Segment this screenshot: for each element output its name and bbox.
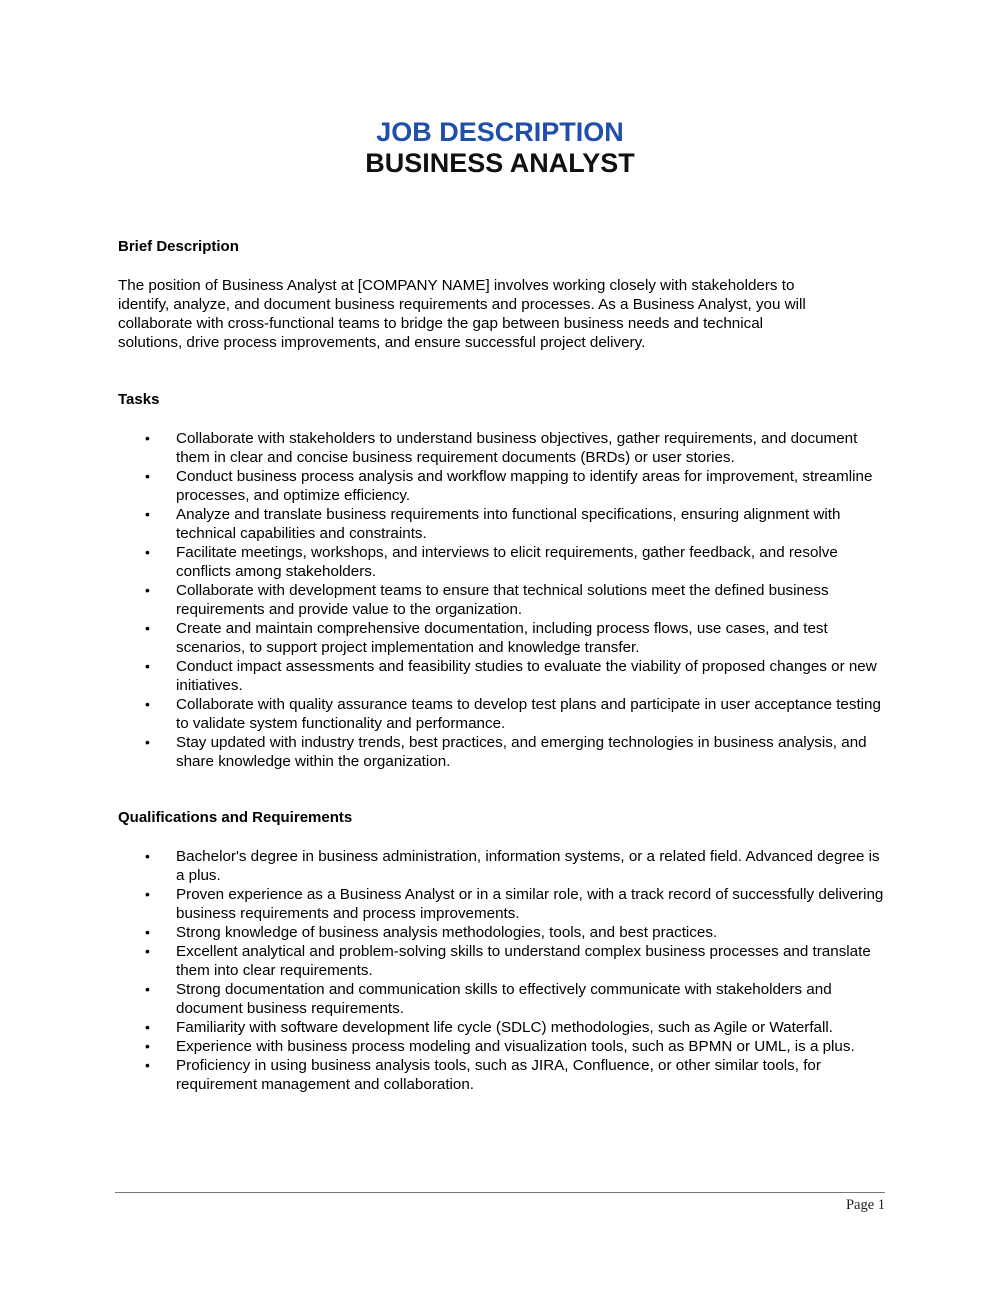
- brief-line: solutions, drive process improvements, and ensure successful project delivery.: [118, 334, 646, 351]
- task-text: Collaborate with stakeholders to understand business objectives, gather requirements, and document them in clear and concise business requirement documents (BRDs) or user stories.: [176, 430, 858, 466]
- bullet-icon: •: [145, 981, 150, 997]
- task-text: Stay updated with industry trends, best practices, and emerging technologies in business analysis, and share knowledge within the organization.: [176, 734, 867, 770]
- bullet-icon: •: [145, 1019, 150, 1035]
- bullet-icon: •: [145, 1057, 150, 1073]
- list-item: [118, 733, 888, 771]
- brief-description-text: [118, 276, 888, 352]
- bullet-icon: •: [145, 506, 150, 522]
- task-text: Create and maintain comprehensive documentation, including process flows, use cases, and test scenarios, to support project implementation and knowledge transfer.: [176, 620, 828, 656]
- task-text: Conduct impact assessments and feasibility studies to evaluate the viability of proposed changes or new initiatives.: [176, 658, 877, 694]
- task-text: Facilitate meetings, workshops, and interviews to elicit requirements, gather feedback, and resolve conflicts among stakeholders.: [176, 544, 838, 580]
- qualifications-list: [118, 847, 888, 1094]
- list-item: [118, 619, 888, 657]
- bullet-icon: •: [145, 658, 150, 674]
- qualification-text: Experience with business process modeling and visualization tools, such as BPMN or UML, is a plus.: [176, 1038, 855, 1055]
- bullet-icon: •: [145, 544, 150, 560]
- task-text: Conduct business process analysis and workflow mapping to identify areas for improvement, streamline processes, and optimize efficiency.: [176, 468, 873, 504]
- list-item: [118, 847, 888, 885]
- qualification-text: Excellent analytical and problem-solving skills to understand complex business processes and translate them into clear requirements.: [176, 943, 871, 979]
- list-item: [118, 1056, 888, 1094]
- list-item: [118, 885, 888, 923]
- bullet-icon: •: [145, 468, 150, 484]
- list-item: [118, 980, 888, 1018]
- bullet-icon: •: [145, 430, 150, 446]
- qualifications-heading: Qualifications and Requirements: [118, 809, 353, 826]
- qualification-text: Familiarity with software development life cycle (SDLC) methodologies, such as Agile or Waterfall.: [176, 1019, 833, 1036]
- task-text: Collaborate with quality assurance teams to develop test plans and participate in user acceptance testing to validate system functionality and performance.: [176, 696, 881, 732]
- tasks-list: [118, 429, 888, 771]
- bullet-icon: •: [145, 1038, 150, 1054]
- bullet-icon: •: [145, 620, 150, 636]
- bullet-icon: •: [145, 886, 150, 902]
- brief-description-heading: Brief Description: [118, 238, 239, 255]
- list-item: [118, 467, 888, 505]
- qualification-text: Bachelor's degree in business administration, information systems, or a related field. Advanced degree is a plus.: [176, 848, 880, 884]
- qualification-text: Strong knowledge of business analysis methodologies, tools, and best practices.: [176, 924, 718, 941]
- brief-line: The position of Business Analyst at [COMPANY NAME] involves working closely with stakeholders to: [118, 277, 795, 294]
- brief-line: collaborate with cross-functional teams to bridge the gap between business needs and technical: [118, 315, 764, 332]
- bullet-icon: •: [145, 943, 150, 959]
- tasks-heading: Tasks: [118, 391, 160, 408]
- qualification-text: Proven experience as a Business Analyst or in a similar role, with a track record of successfully delivering business requirements and process improvements.: [176, 886, 884, 922]
- list-item: [118, 581, 888, 619]
- list-item: [118, 657, 888, 695]
- task-text: Analyze and translate business requirements into functional specifications, ensuring alignment with technical capabilities and constraints.: [176, 506, 841, 542]
- list-item: [118, 543, 888, 581]
- job-title: BUSINESS ANALYST: [365, 148, 635, 178]
- list-item: [118, 942, 888, 980]
- footer-divider: [115, 1192, 885, 1193]
- list-item: [118, 1037, 888, 1056]
- list-item: [118, 923, 888, 942]
- bullet-icon: •: [145, 924, 150, 940]
- brief-line: identify, analyze, and document business requirements and processes. As a Business Analyst, you will: [118, 296, 806, 313]
- qualification-text: Strong documentation and communication skills to effectively communicate with stakeholders and document business requirements.: [176, 981, 832, 1017]
- list-item: [118, 695, 888, 733]
- bullet-icon: •: [145, 848, 150, 864]
- document-title: JOB DESCRIPTION: [376, 117, 624, 147]
- page-number: Page 1: [845, 1197, 885, 1213]
- list-item: [118, 429, 888, 467]
- task-text: Collaborate with development teams to ensure that technical solutions meet the defined business requirements and provide value to the organization.: [176, 582, 829, 618]
- bullet-icon: •: [145, 734, 150, 750]
- bullet-icon: •: [145, 696, 150, 712]
- qualification-text: Proficiency in using business analysis tools, such as JIRA, Confluence, or other similar tools, for requirement management and collaboration.: [176, 1057, 821, 1093]
- list-item: [118, 1018, 888, 1037]
- bullet-icon: •: [145, 582, 150, 598]
- list-item: [118, 505, 888, 543]
